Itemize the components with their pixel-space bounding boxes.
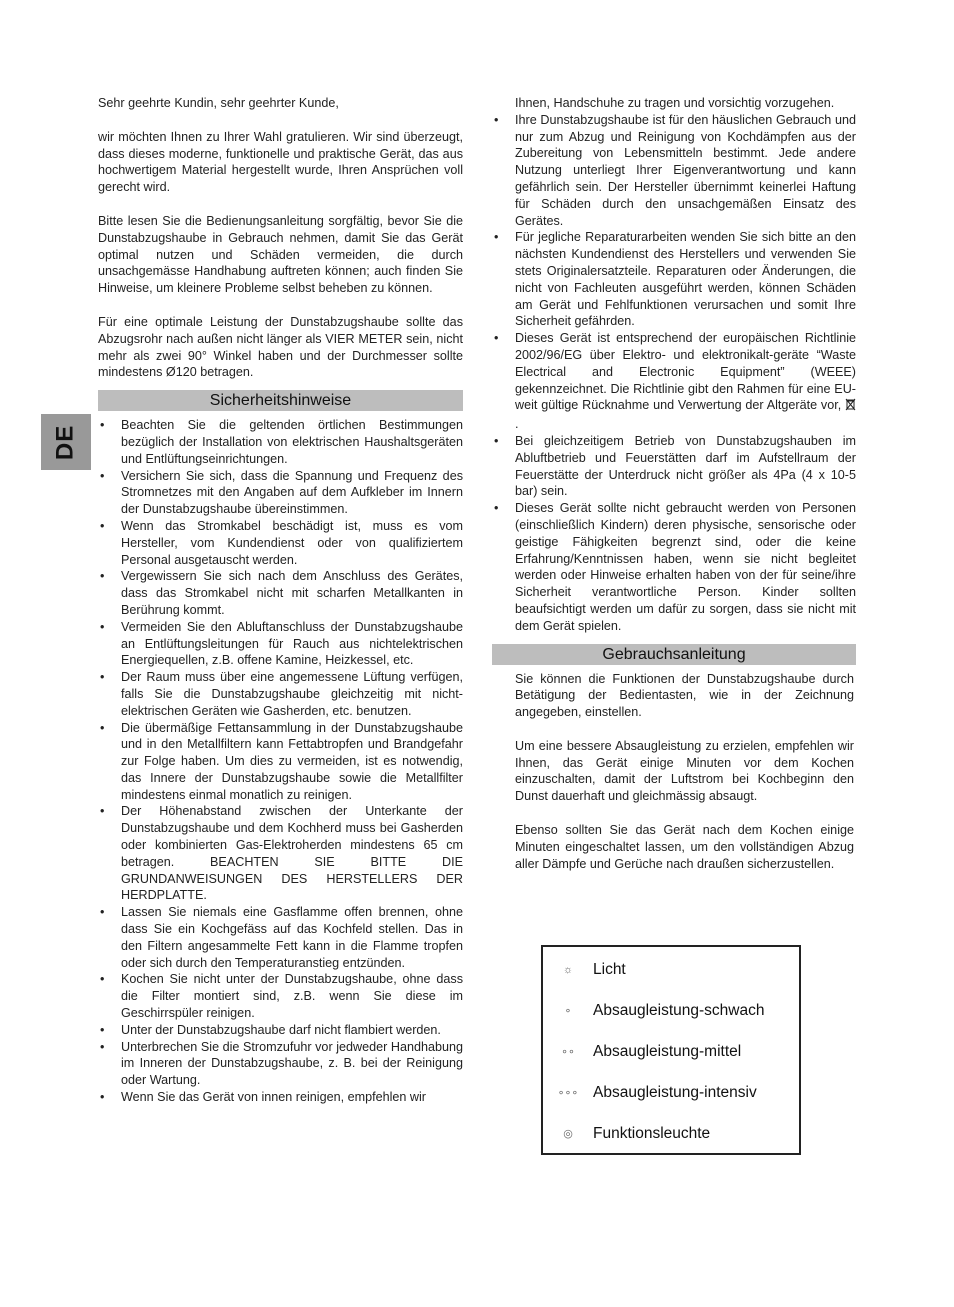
safety-list — [98, 417, 463, 1106]
weee-suffix: . — [515, 417, 519, 432]
speed-1-icon: ∘ — [564, 1004, 572, 1017]
list-item: • Ihre Dunstabzugshaube ist für den häuslichen Gebrauch und nur zum Abzug und Reinigung von Kochdämpfen aus der Zubereitung von Lebensmitteln bestimmt. Jede andere Nutzung unterliegt Ihrer Eigenverantwortung und kann gefährlich sein. Der Hersteller übernimmt keinerlei Haftung für Schäden durch den unsachgemäßen Einsatz des Gerätes. — [492, 112, 856, 230]
list-item: • Vergewissern Sie sich nach dem Anschluss des Gerätes, dass das Stromkabel nicht mit scharfen Metallkanten in Berührung kommt. — [98, 568, 463, 618]
safety-list-continued — [492, 112, 856, 635]
list-item: • Bei gleichzeitigem Betrieb von Dunstabzugshauben im Abluftbetrieb und Feuerstätten darf im Aufstellraum der Feuerstätte der Unterdruck nicht größer als 4Pa (4 x 10-5 bar) sein. — [492, 433, 856, 500]
legend-label: Absaugleistung-mittel — [593, 1042, 742, 1060]
legend-row-speed-1 — [543, 999, 799, 1023]
speed-3-icon: ∘∘∘ — [557, 1086, 579, 1099]
list-item — [492, 330, 856, 433]
light-icon: ☼ — [562, 963, 574, 976]
intro-paragraph-3: Für eine optimale Leistung der Dunstabzugshaube sollte das Abzugsrohr nach außen nicht länger als VIER METER sein, nicht mehr als zwei 90° Winkel haben und der Durchmesser sollte mindestens Ø120 betragen. — [98, 314, 463, 380]
list-item: • Der Raum muss über eine angemessene Lüftung verfügen, falls Sie die Dunstabzugshaube gleichzeitig mit nicht-elektrischen Geräten wie Gasherden, etc. benutzen. — [98, 669, 463, 719]
list-item: • Kochen Sie nicht unter der Dunstabzugshaube, ohne dass die Filter montiert sind, z.B. wenn Sie diese im Geschirrspüler reinigen. — [98, 971, 463, 1021]
legend-label: Funktionsleuchte — [593, 1124, 711, 1142]
indicator-icon: ◎ — [563, 1127, 573, 1140]
legend-row-speed-2 — [543, 1040, 799, 1064]
list-item: • Unter der Dunstabzugshaube darf nicht flambiert werden. — [98, 1022, 463, 1039]
legend-label: Absaugleistung-schwach — [593, 1001, 765, 1019]
list-item: • Die übermäßige Fettansammlung in der Dunstabzugshaube und in den Metallfiltern kann Fettabtropfen und Brandgefahr zur Folge haben. Um dies zu vermeiden, ist es notwendig, das Innere der Dunstabzugshaube sowie die Metallfilter mindestens einmal monatlich zu reinigen. — [98, 720, 463, 804]
legend-row-light — [543, 958, 799, 982]
safety-heading: Sicherheitshinweise — [98, 390, 463, 411]
controls-legend — [541, 945, 801, 1155]
list-item: • Versichern Sie sich, dass die Spannung und Frequenz des Stromnetzes mit den Angaben auf dem Aufkleber im Innern der Dunstabzugshaube übereinstimmen. — [98, 468, 463, 518]
legend-row-indicator — [543, 1122, 799, 1146]
crossed-bin-icon — [845, 398, 856, 416]
list-item: • Lassen Sie niemals eine Gasflamme offen brennen, ohne dass Sie ein Kochgefäss auf das Kochfeld stellen. Das in den Filtern angesammelte Fett kann in die Flamme tropfen oder sich durch den Temperaturanstieg entzünden. — [98, 904, 463, 971]
usage-paragraph-3: Ebenso sollten Sie das Gerät nach dem Kochen einige Minuten eingeschaltet lassen, um den vollständigen Abzug aller Dämpfe und Gerüche nach draußen sicherzustellen. — [515, 823, 854, 871]
list-item: • Wenn Sie das Gerät von innen reinigen, empfehlen wir — [98, 1089, 463, 1106]
list-item: • Der Höhenabstand zwischen der Unterkante der Dunstabzugshaube und dem Kochherd muss bei Gasherden oder kombinierten Gas-Elektroherden mindestens 65 cm betragen. BEACHTEN SIE BITTE DIE GRUNDANWEISUNGEN DES HERSTELLERS DER HERDPLATTE. — [98, 803, 463, 904]
list-item: • Dieses Gerät sollte nicht gebraucht werden von Personen (einschließlich Kindern) deren physische, sensorische oder geistige Fähigkeiten begrenzt sind, oder die keine Erfahrung/Kenntnissen haben, wenn sie nicht begleitet werden oder Hinweise erhalten haben von der für seine/ihre Sicherheit verantwortliche Person. Kinder sollten beaufsichtigt werden um dafür zu sorgen, dass sie nicht mit dem Gerät spielen. — [492, 500, 856, 634]
greeting: Sehr geehrte Kundin, sehr geehrter Kunde, — [98, 96, 339, 110]
list-item: • Für jegliche Reparaturarbeiten wenden Sie sich bitte an den nächsten Kundendienst des Herstellers und verwenden Sie stets Originalersatzteile. Reparaturen oder Änderungen, die nicht von Fachleuten ausgeführt werden, können Schäden am Gerät und Fehlfunktionen verursachen und somit Ihre Sicherheit gefährden. — [492, 229, 856, 330]
legend-label: Absaugleistung-intensiv — [593, 1083, 757, 1101]
legend-label: Licht — [593, 960, 626, 978]
list-item: • Wenn das Stromkabel beschädigt ist, muss es vom Hersteller, vom Kundendienst oder von qualifiziertem Personal ausgetauscht werden. — [98, 518, 463, 568]
left-column — [98, 95, 463, 1106]
list-item: • Vermeiden Sie den Abluftanschluss der Dunstabzugshaube an Entlüftungsleitungen für Rauch aus nichtelektrischen Energiequellen, z.B. offene Kamine, Heizkessel, etc. — [98, 619, 463, 669]
intro-paragraph-2: Bitte lesen Sie die Bedienungsanleitung sorgfältig, bevor Sie die Dunstabzugshaube in Gebrauch nehmen, damit Sie das Gerät optimal nutzen und Schäden vermeiden, die durch unsachgemässe Handhabung auftreten können; auch finden Sie Hinweise, um kleinere Probleme selbst beheben zu können. — [98, 213, 463, 296]
list-item: • Unterbrechen Sie die Stromzufuhr vor jedweder Handhabung im Inneren der Dunstabzugshaube, z. B. bei der Reinigung oder Wartung. — [98, 1039, 463, 1089]
usage-heading: Gebrauchsanleitung — [492, 644, 856, 665]
usage-paragraph-1: Sie können die Funktionen der Dunstabzugshaube durch Betätigung der Bedientasten, wie in der Zeichnung angegeben, einstellen. — [515, 671, 854, 720]
continuation-text: Ihnen, Handschuhe zu tragen und vorsichtig vorzugehen. — [515, 96, 835, 110]
list-item: • Beachten Sie die geltenden örtlichen Bestimmungen bezüglich der Installation von elektrischen Haushaltsgeräten und Entlüftungseinrichtungen. — [98, 417, 463, 467]
speed-2-icon: ∘∘ — [561, 1045, 575, 1058]
usage-paragraph-2: Um eine bessere Absaugleistung zu erzielen, empfehlen wir Ihnen, das Gerät einige Minuten vor dem Kochen einzuschalten, damit der Luftstrom bei Kochbeginn den Dunst dauerhaft und gleichmässig absaugt. — [515, 738, 854, 804]
language-tab-label: DE — [51, 424, 79, 460]
intro-paragraph-1: wir möchten Ihnen zu Ihrer Wahl gratulieren. Wir sind überzeugt, dass dieses moderne, funktionelle und praktische Gerät, das aus hochwertigem Material hergestellt wurde, Ihren Ansprüchen voll gerecht wird. — [98, 129, 463, 195]
language-tab — [41, 414, 91, 470]
weee-text: Dieses Gerät ist entsprechend der europäischen Richtlinie 2002/96/EG über Elektro- und elektronikalt-geräte “Waste Electrical and Electronic Equipment” (WEEE) gekennzeichnet. Die Richtlinie gibt den Rahmen für eine EU-weit gültige Rücknahme und Verwertung der Altgeräte vor, — [515, 331, 856, 413]
right-column — [492, 95, 856, 872]
legend-row-speed-3 — [543, 1081, 799, 1105]
